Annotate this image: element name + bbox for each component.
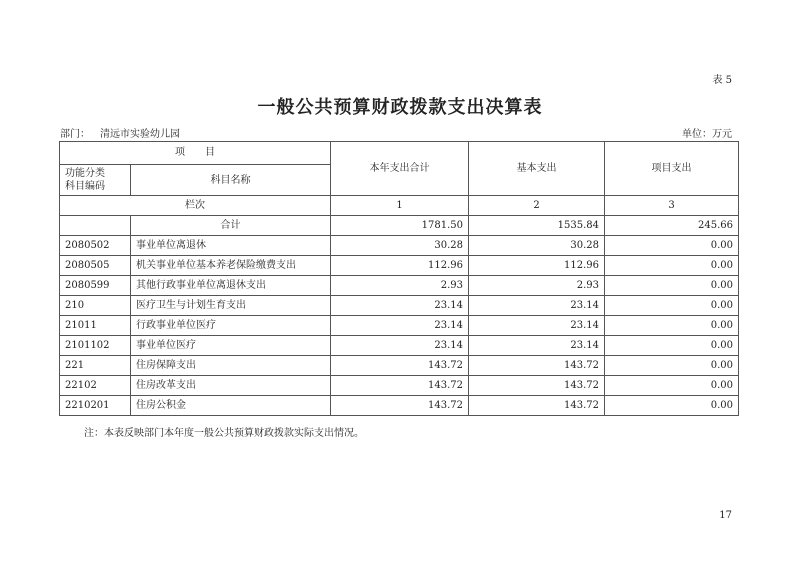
total-basic: 1535.84	[469, 216, 605, 236]
header-total: 本年支出合计	[331, 142, 469, 196]
row-project: 0.00	[605, 256, 739, 276]
row-code: 2101102	[60, 336, 131, 356]
row-project: 0.00	[605, 396, 739, 416]
page-number: 17	[719, 510, 732, 521]
row-code: 210	[60, 296, 131, 316]
row-code: 2210201	[60, 396, 131, 416]
row-project: 0.00	[605, 236, 739, 256]
row-basic: 112.96	[469, 256, 605, 276]
page-title: 一般公共预算财政拨款支出决算表	[257, 97, 543, 118]
header-project-expense: 项目支出	[605, 142, 739, 196]
row-total: 23.14	[331, 296, 469, 316]
row-project: 0.00	[605, 276, 739, 296]
row-code: 2080502	[60, 236, 131, 256]
row-basic: 23.14	[469, 316, 605, 336]
column-index-2: 2	[469, 196, 605, 216]
column-index-3: 3	[605, 196, 739, 216]
row-project: 0.00	[605, 336, 739, 356]
column-index-1: 1	[331, 196, 469, 216]
row-name: 其他行政事业单位离退休支出	[131, 276, 331, 296]
table-row	[60, 356, 739, 376]
row-total: 2.93	[331, 276, 469, 296]
row-basic: 30.28	[469, 236, 605, 256]
row-project: 0.00	[605, 376, 739, 396]
row-basic: 143.72	[469, 376, 605, 396]
department-value: 清远市实验幼儿园	[100, 129, 180, 140]
total-code-cell	[60, 216, 131, 236]
table-row	[60, 376, 739, 396]
row-project: 0.00	[605, 296, 739, 316]
column-index-label: 栏次	[60, 196, 331, 216]
table-number: 表 5	[712, 75, 732, 86]
row-code: 21011	[60, 316, 131, 336]
row-name: 住房保障支出	[131, 356, 331, 376]
row-basic: 143.72	[469, 356, 605, 376]
total-row	[60, 216, 739, 236]
row-name: 事业单位医疗	[131, 336, 331, 356]
header-basic: 基本支出	[469, 142, 605, 196]
table-row	[60, 396, 739, 416]
header-project: 项 目	[60, 142, 331, 165]
row-name: 事业单位离退休	[131, 236, 331, 256]
row-name: 住房改革支出	[131, 376, 331, 396]
row-name: 医疗卫生与计划生育支出	[131, 296, 331, 316]
unit-label: 单位：万元	[682, 129, 732, 140]
footnote: 注：本表反映部门本年度一般公共预算财政拨款实际支出情况。	[84, 428, 364, 439]
total-total: 1781.50	[331, 216, 469, 236]
row-total: 143.72	[331, 356, 469, 376]
table-row	[60, 256, 739, 276]
row-total: 30.28	[331, 236, 469, 256]
row-code: 2080599	[60, 276, 131, 296]
row-total: 143.72	[331, 396, 469, 416]
row-name: 行政事业单位医疗	[131, 316, 331, 336]
row-project: 0.00	[605, 356, 739, 376]
row-name: 住房公积金	[131, 396, 331, 416]
total-label: 合计	[131, 216, 331, 236]
row-basic: 2.93	[469, 276, 605, 296]
row-code: 2080505	[60, 256, 131, 276]
row-project: 0.00	[605, 316, 739, 336]
table-row	[60, 236, 739, 256]
expenditure-table	[59, 141, 739, 416]
table-row	[60, 316, 739, 336]
header-subject-name: 科目名称	[131, 165, 331, 196]
row-total: 23.14	[331, 316, 469, 336]
table-row	[60, 336, 739, 356]
row-name: 机关事业单位基本养老保险缴费支出	[131, 256, 331, 276]
table-row	[60, 276, 739, 296]
department-label: 部门：	[60, 129, 90, 140]
department	[60, 125, 180, 140]
header-row-1	[60, 142, 739, 165]
row-basic: 143.72	[469, 396, 605, 416]
row-code: 22102	[60, 376, 131, 396]
row-total: 143.72	[331, 376, 469, 396]
total-project: 245.66	[605, 216, 739, 236]
row-total: 23.14	[331, 336, 469, 356]
row-basic: 23.14	[469, 336, 605, 356]
row-code: 221	[60, 356, 131, 376]
header-func-code: 功能分类 科目编码	[60, 165, 131, 196]
table-row	[60, 296, 739, 316]
row-basic: 23.14	[469, 296, 605, 316]
column-index-row	[60, 196, 739, 216]
row-total: 112.96	[331, 256, 469, 276]
